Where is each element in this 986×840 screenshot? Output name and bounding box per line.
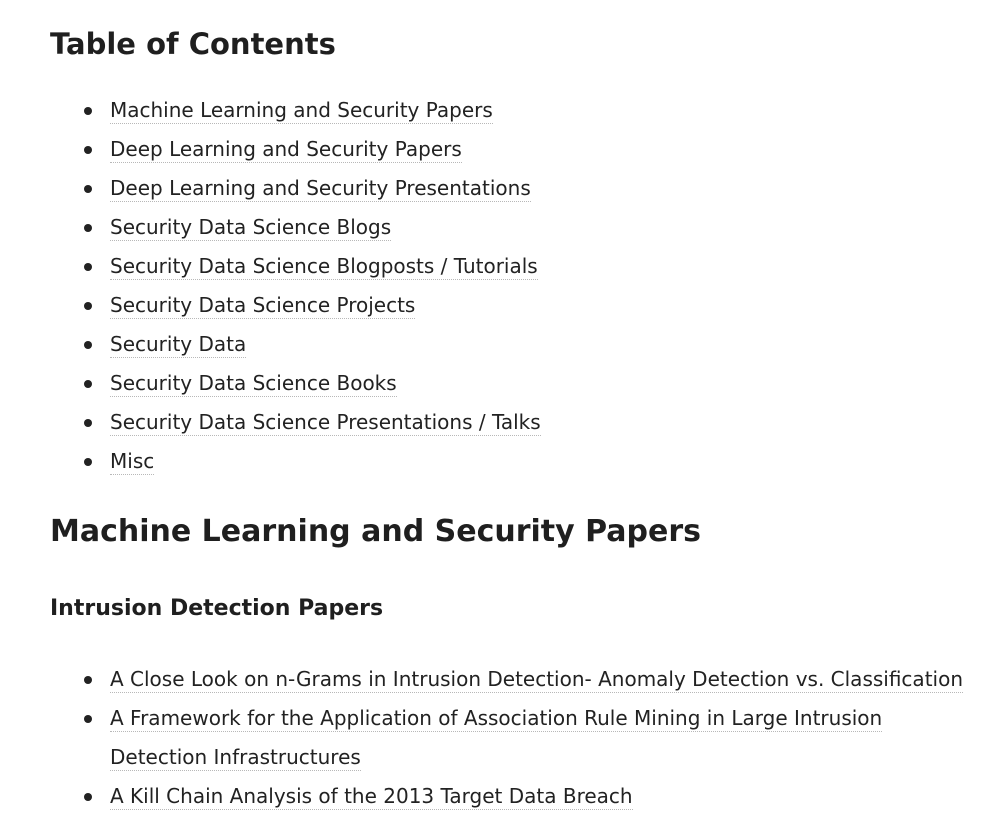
toc-link[interactable]: Deep Learning and Security Presentations bbox=[110, 176, 531, 200]
bullet-icon bbox=[84, 302, 92, 310]
paper-item bbox=[110, 777, 964, 816]
toc-item bbox=[110, 364, 964, 403]
bullet-icon bbox=[84, 185, 92, 193]
bullet-icon bbox=[84, 380, 92, 388]
bullet-icon bbox=[84, 715, 92, 723]
toc-item bbox=[110, 325, 964, 364]
bullet-icon bbox=[84, 676, 92, 684]
toc-heading: Table of Contents bbox=[50, 27, 336, 61]
toc-item bbox=[110, 91, 964, 130]
paper-item bbox=[110, 699, 964, 777]
toc-link[interactable]: Security Data Science Blogposts / Tutorials bbox=[110, 254, 538, 278]
toc-item bbox=[110, 247, 964, 286]
toc-item bbox=[110, 442, 964, 481]
bullet-icon bbox=[84, 263, 92, 271]
toc-link[interactable]: Machine Learning and Security Papers bbox=[110, 98, 493, 122]
toc-link[interactable]: Misc bbox=[110, 449, 155, 473]
paper-link[interactable]: A Close Look on n-Grams in Intrusion Detection- Anomaly Detection vs. Classification bbox=[110, 667, 963, 691]
toc-link[interactable]: Security Data Science Books bbox=[110, 371, 397, 395]
toc-item bbox=[110, 286, 964, 325]
toc-item bbox=[110, 403, 964, 442]
section-heading: Machine Learning and Security Papers bbox=[50, 514, 702, 549]
bullet-icon bbox=[84, 224, 92, 232]
toc-link[interactable]: Deep Learning and Security Papers bbox=[110, 137, 462, 161]
toc-link[interactable]: Security Data Science Projects bbox=[110, 293, 416, 317]
paper-item bbox=[110, 660, 964, 699]
subsection-heading: Intrusion Detection Papers bbox=[50, 596, 384, 621]
toc-item bbox=[110, 130, 964, 169]
paper-link[interactable]: A Kill Chain Analysis of the 2013 Target Data Breach bbox=[110, 784, 633, 808]
toc-link[interactable]: Security Data Science Presentations / Talks bbox=[110, 410, 541, 434]
toc-link[interactable]: Security Data Science Blogs bbox=[110, 215, 392, 239]
bullet-icon bbox=[84, 793, 92, 801]
toc-item bbox=[110, 169, 964, 208]
paper-link[interactable]: A Framework for the Application of Association Rule Mining in Large Intrusion Detection Infrastructures bbox=[110, 706, 883, 769]
bullet-icon bbox=[84, 458, 92, 466]
bullet-icon bbox=[84, 146, 92, 154]
toc-link[interactable]: Security Data bbox=[110, 332, 247, 356]
bullet-icon bbox=[84, 107, 92, 115]
toc-item bbox=[110, 208, 964, 247]
bullet-icon bbox=[84, 419, 92, 427]
toc-list bbox=[50, 62, 964, 481]
bullet-icon bbox=[84, 341, 92, 349]
paper-list bbox=[50, 624, 964, 816]
